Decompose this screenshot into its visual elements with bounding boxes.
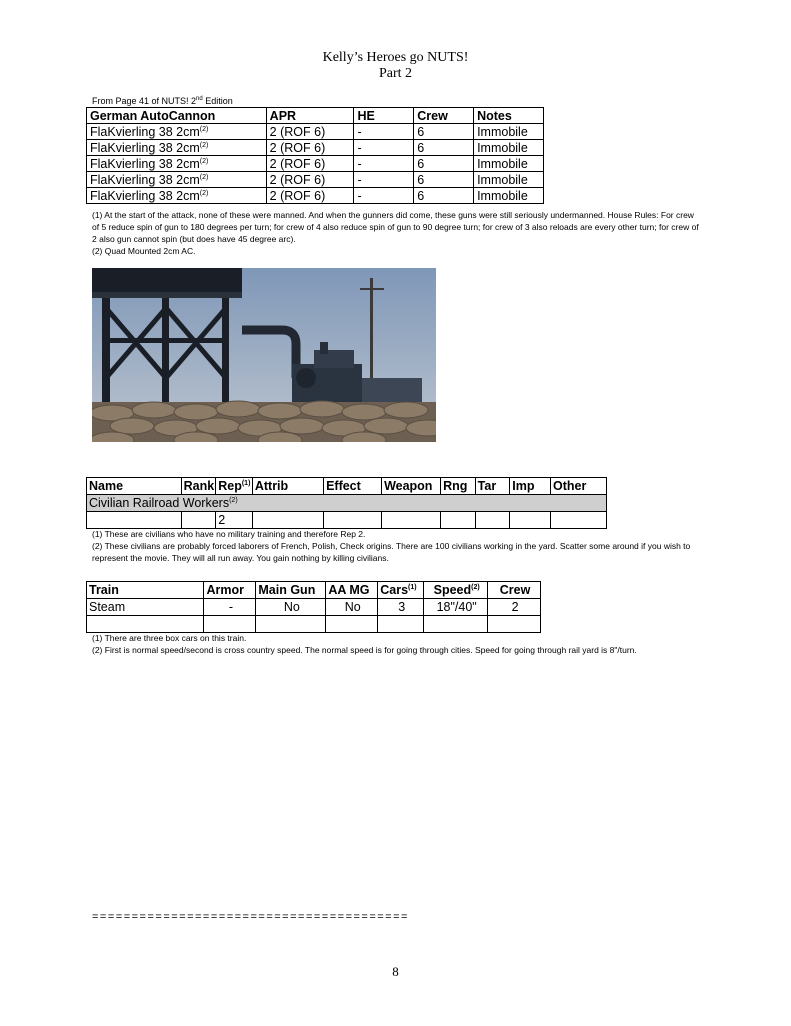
footnote: (1) At the start of the attack, none of these were manned. And when the gunners did come, these guns were still seriously undermanned. House Rules: For crew of 5 reduce spin of gun to 180 degrees per turn; for crew of 4 also reduce spin of gun to 90 degree turn; for crew of 3 also reloads are every other turn; for crew of 2 also gun cannot spin (but does have 45 degree arc). <box>92 210 699 244</box>
table-row: FlaKvierling 38 $2cm^{(2)}$ 2 (ROF 6) - 6 Immobile <box>87 188 544 204</box>
divider-line: ======================================== <box>92 911 409 923</box>
page-subtitle: Part 2 <box>378 66 413 81</box>
header-apr: APR <box>266 108 354 124</box>
footnote: (1) These are civilians who have no military training and therefore Rep 2. <box>92 529 366 539</box>
autocannon-table <box>86 107 544 204</box>
table-header-row: Name Rank Rep$^{(1)}$ Attrib Effect Weapon Rng Tar Imp Other <box>87 478 607 495</box>
table-row: FlaKvierling 38 $2cm^{(2)}$ 2 (ROF 6) - 6 Immobile <box>87 124 544 140</box>
train-table <box>86 581 541 633</box>
table-row <box>87 616 541 633</box>
group-row: Civilian Railroad Workers$^{(2)}$ <box>87 495 607 512</box>
source-reference: From Page 41 of NUTS! 2nd Edition <box>92 96 233 106</box>
table-row: FlaKvierling 38 $2cm^{(2)}$ 2 (ROF 6) - 6 Immobile <box>87 172 544 188</box>
page-title: Kelly’s Heroes go NUTS! <box>322 50 469 65</box>
table-row: FlaKvierling 38 $2cm^{(2)}$ 2 (ROF 6) - 6 Immobile <box>87 156 544 172</box>
footnote: (2) Quad Mounted 2cm AC. <box>92 246 196 256</box>
autocannon-notes <box>92 209 702 257</box>
table-row: Steam - No No 3 18"/40" 2 <box>87 599 541 616</box>
header-he: HE <box>354 108 414 124</box>
header-name: German AutoCannon <box>87 108 267 124</box>
page-number: 8 <box>392 964 399 979</box>
personnel-table <box>86 477 607 529</box>
footnote: (2) These civilians are probably forced laborers of French, Polish, Check origins. There are 100 civilians working in the yard. Scatter some around if you wish to represent the movie. They will all run away. You gain nothing by killing civilians. <box>92 541 691 563</box>
footnote: (2) First is normal speed/second is cross country speed. The normal speed is for going through cities. Speed for going through rail yard is 8"/turn. <box>92 645 637 655</box>
table-header-row: Train Armor Main Gun AA MG Cars$^{(1)}$ Speed$^{(2)}$ Crew <box>87 582 541 599</box>
personnel-notes <box>92 528 702 564</box>
train-notes <box>92 632 702 656</box>
footnote: (1) There are three box cars on this train. <box>92 633 247 643</box>
table-row: FlaKvierling 38 $2cm^{(2)}$ 2 (ROF 6) - 6 Immobile <box>87 140 544 156</box>
header-notes: Notes <box>474 108 544 124</box>
movie-still-photo <box>92 268 436 442</box>
table-row: 2 <box>87 512 607 529</box>
header-crew: Crew <box>414 108 474 124</box>
table-header-row <box>87 108 544 124</box>
